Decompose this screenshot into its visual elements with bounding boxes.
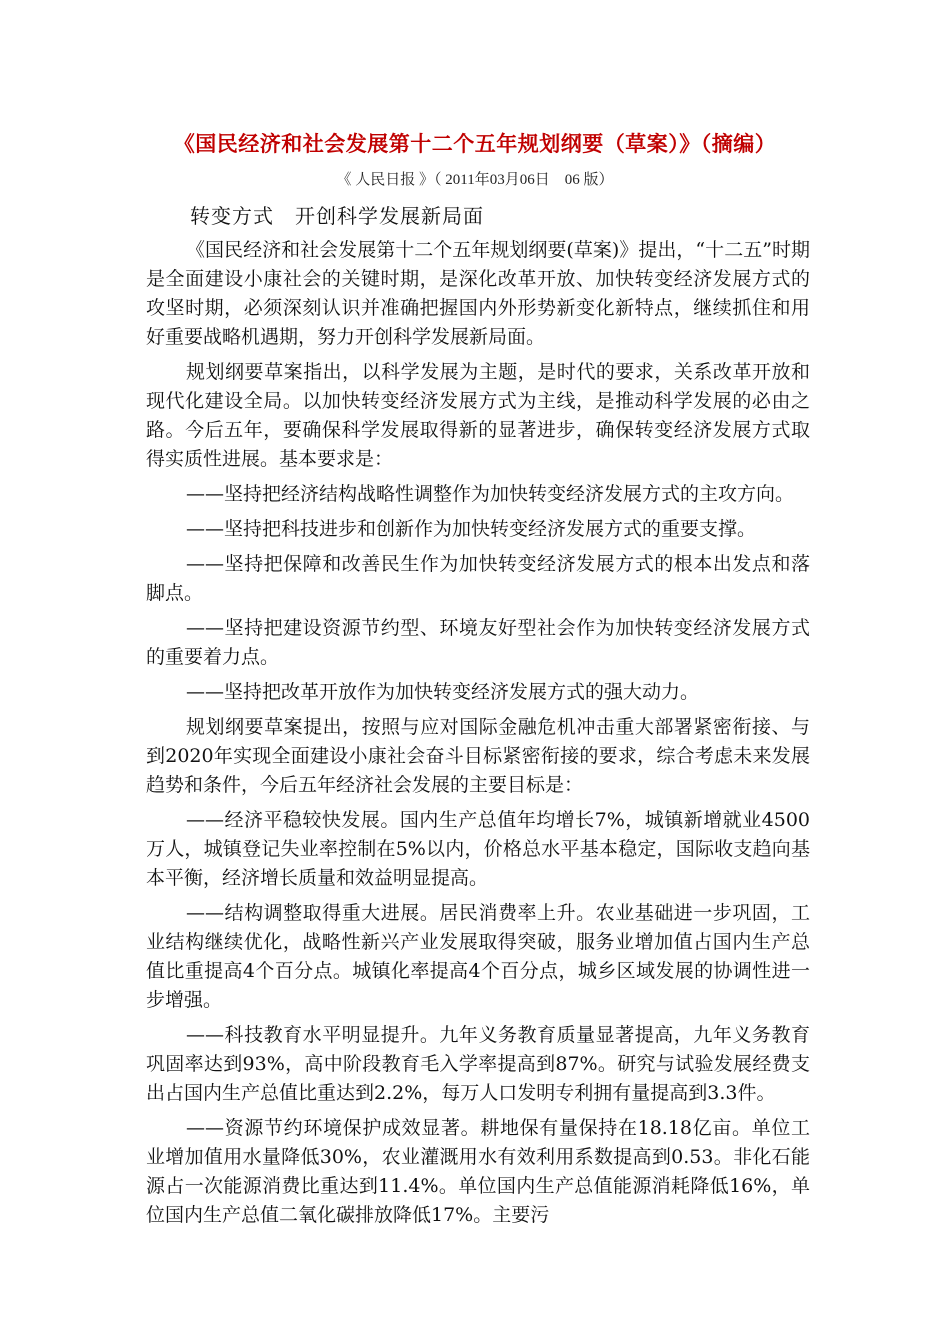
paragraph: ——坚持把改革开放作为加快转变经济发展方式的强大动力。 <box>186 681 700 703</box>
paragraph: ——坚持把建设资源节约型、环境友好型社会作为加快转变经济发展方式的重要着力点。 <box>146 617 810 668</box>
section-heading: 转变方式 开创科学发展新局面 <box>190 204 484 228</box>
paragraph: ——坚持把科技进步和创新作为加快转变经济发展方式的重要支撑。 <box>186 518 757 540</box>
article-source-line: 《 人民日报 》（ 2011年03月06日 06 版） <box>336 172 614 188</box>
paragraph: ——科技教育水平明显提升。九年义务教育质量显著提高，九年义务教育巩固率达到93%，高中阶段教育毛入学率提高到87%。研究与试验发展经费支出占国内生产总值比重达到2.2%，每万人口发明专利拥有量提高到3.3件。 <box>146 1024 810 1104</box>
paragraph: ——资源节约环境保护成效显著。耕地保有量保持在18.18亿亩。单位工业增加值用水量降低30%，农业灌溉用水有效利用系数提高到0.53。非化石能源占一次能源消费比重达到11.4%。单位国内生产总值能源消耗降低16%，单位国内生产总值二氧化碳排放降低17%。主要污 <box>146 1117 810 1226</box>
paragraph: 《国民经济和社会发展第十二个五年规划纲要(草案)》提出，“十二五”时期是全面建设小康社会的关键时期，是深化改革开放、加快转变经济发展方式的攻坚时期，必须深刻认识并准确把握国内外形势新变化新特点，继续抓住和用好重要战略机遇期，努力开创科学发展新局面。 <box>146 239 810 348</box>
article-body <box>146 236 810 1236</box>
paragraph: ——坚持把保障和改善民生作为加快转变经济发展方式的根本出发点和落脚点。 <box>146 553 810 604</box>
paragraph: 规划纲要草案指出，以科学发展为主题，是时代的要求，关系改革开放和现代化建设全局。以加快转变经济发展方式为主线，是推动科学发展的必由之路。今后五年，要确保科学发展取得新的显著进步，确保转变经济发展方式取得实质性进展。基本要求是： <box>146 361 810 470</box>
article-title: 《国民经济和社会发展第十二个五年规划纲要（草案）》（摘编） <box>173 131 777 156</box>
paragraph: ——坚持把经济结构战略性调整作为加快转变经济发展方式的主攻方向。 <box>186 483 795 505</box>
paragraph: 规划纲要草案提出，按照与应对国际金融危机冲击重大部署紧密衔接、与到2020年实现全面建设小康社会奋斗目标紧密衔接的要求，综合考虑未来发展趋势和条件，今后五年经济社会发展的主要目标是： <box>146 716 810 796</box>
paragraph: ——经济平稳较快发展。国内生产总值年均增长7%，城镇新增就业4500万人，城镇登记失业率控制在5%以内，价格总水平基本稳定，国际收支趋向基本平衡，经济增长质量和效益明显提高。 <box>146 809 810 889</box>
paragraph: ——结构调整取得重大进展。居民消费率上升。农业基础进一步巩固，工业结构继续优化，战略性新兴产业发展取得突破，服务业增加值占国内生产总值比重提高4个百分点。城镇化率提高4个百分点，城乡区域发展的协调性进一步增强。 <box>146 902 810 1011</box>
